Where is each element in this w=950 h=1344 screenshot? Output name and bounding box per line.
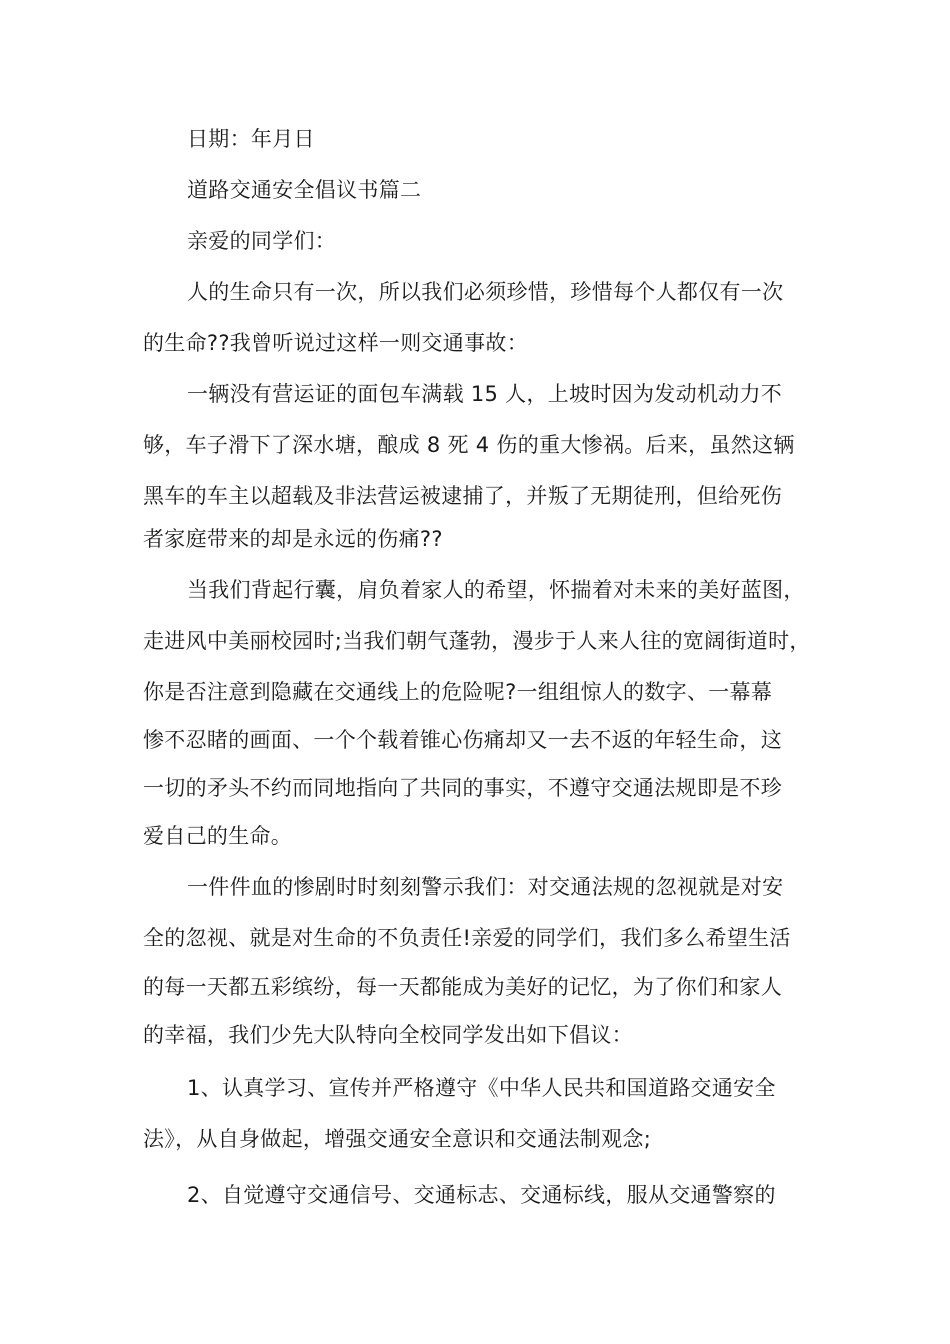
list-item-1-continued: 法》，从自身做起，增强交通安全意识和交通法制观念;	[143, 1127, 652, 1151]
date-line: 日期：年月日	[187, 127, 315, 151]
paragraph-line: 者家庭带来的却是永远的伤痛??	[143, 527, 443, 551]
paragraph-line: 一辆没有营运证的面包车满载 15 人，上坡时因为发动机动力不	[187, 382, 783, 406]
paragraph-line: 够，车子滑下了深水塘，酿成 8 死 4 伤的重大惨祸。后来，虽然这辆	[143, 433, 795, 457]
section-title: 道路交通安全倡议书篇二	[187, 178, 422, 202]
paragraph-line: 惨不忍睹的画面、一个个载着锥心伤痛却又一去不返的年轻生命，这	[143, 728, 782, 752]
paragraph-line: 人的生命只有一次，所以我们必须珍惜，珍惜每个人都仅有一次	[187, 280, 784, 304]
paragraph-line: 爱自己的生命。	[143, 824, 293, 848]
paragraph-line: 的幸福，我们少先大队特向全校同学发出如下倡议：	[143, 1023, 633, 1047]
paragraph-line: 全的忽视、就是对生命的不负责任!亲爱的同学们，我们多么希望生活	[143, 926, 791, 950]
paragraph-line: 你是否注意到隐藏在交通线上的危险呢?一组组惊人的数字、一幕幕	[143, 680, 773, 704]
paragraph-line: 黑车的车主以超载及非法营运被逮捕了，并叛了无期徒刑，但给死伤	[143, 484, 782, 508]
list-item-1: 1、认真学习、宣传并严格遵守《中华人民共和国道路交通安全	[187, 1076, 776, 1100]
paragraph-line: 的每一天都五彩缤纷，每一天都能成为美好的记忆，为了你们和家人	[143, 975, 782, 999]
salutation: 亲爱的同学们：	[187, 229, 337, 253]
list-item-2: 2、自觉遵守交通信号、交通标志、交通标线，服从交通警察的	[187, 1183, 776, 1207]
paragraph-line: 一切的矛头不约而同地指向了共同的事实，不遵守交通法规即是不珍	[143, 776, 782, 800]
paragraph-line: 当我们背起行囊，肩负着家人的希望，怀揣着对未来的美好蓝图，	[187, 578, 805, 602]
paragraph-line: 一件件血的惨剧时时刻刻警示我们：对交通法规的忽视就是对安	[187, 875, 784, 899]
paragraph-line: 的生命??我曾听说过这样一则交通事故：	[143, 331, 528, 355]
paragraph-line: 走进风中美丽校园时;当我们朝气蓬勃，漫步于人来人往的宽阔街道时，	[143, 629, 811, 653]
